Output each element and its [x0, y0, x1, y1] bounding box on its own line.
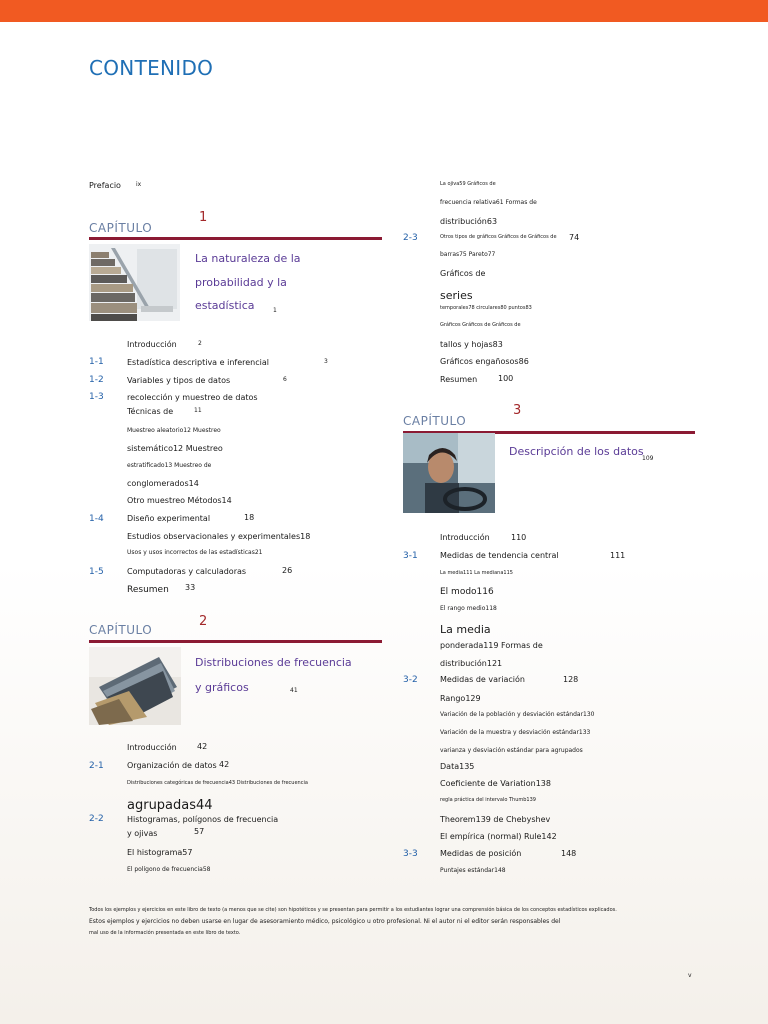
section-page: 6: [283, 376, 287, 383]
subsection: La ojiva59 Gráficos de: [440, 181, 496, 187]
ch3-intro-page: 110: [511, 533, 527, 542]
preface-page: ix: [136, 181, 142, 188]
section-title: Medidas de tendencia central: [440, 551, 559, 560]
subsection: Otro muestreo Métodos14: [127, 496, 232, 505]
section-number: 3-2: [403, 675, 418, 685]
disclaimer-line-2: Estos ejemplos y ejercicios no deben usarse en lugar de asesoramiento médico, psicológico u otro profesional. Ni el autor ni el editor serán responsables del: [89, 918, 561, 925]
subsection: Rango129: [440, 694, 481, 703]
section-title-cont: y ojivas: [127, 829, 158, 838]
subsection: Distribuciones categóricas de frecuencia43 Distribuciones de frecuencia: [127, 780, 308, 786]
section-page: 3: [324, 358, 328, 365]
chapter-2-title-line-1: Distribuciones de frecuencia: [195, 656, 352, 669]
section-number: 1-1: [89, 357, 104, 367]
disclaimer-line-3: mal uso de la información presentada en este libro de texto.: [89, 930, 241, 936]
disclaimer-line-1: Todos los ejemplos y ejercicios en este libro de texto (a menos que se cite) son hipotéticos y se presentan para permitir a los estudiantes lograr una comprensión básica de los conceptos estadísticos explicados.: [89, 907, 617, 913]
chapter-1-page: 1: [273, 307, 277, 314]
section-number: 1-5: [89, 567, 104, 577]
summary-page: 33: [185, 583, 196, 592]
subsection: El empírica (normal) Rule142: [440, 832, 557, 841]
subsection: varianza y desviación estándar para agrupados: [440, 747, 583, 754]
subsection: series: [440, 289, 473, 302]
section-page: 57: [194, 827, 205, 836]
subsection: barras75 Pareto77: [440, 251, 496, 258]
page-number: v: [688, 972, 692, 979]
section-title: recolección y muestreo de datos: [127, 393, 258, 402]
chapter-1-title-line-3: estadística: [195, 299, 255, 312]
section-page: 111: [610, 551, 626, 560]
subsection: La media111 La mediana115: [440, 570, 513, 576]
chapter-2-page: 41: [290, 687, 298, 694]
section-page: 18: [244, 513, 255, 522]
subsection: Data135: [440, 762, 475, 771]
section-number: 1-4: [89, 514, 104, 524]
ch1-intro-page: 2: [198, 340, 202, 347]
subsection: Coeficiente de Variation138: [440, 779, 551, 788]
subsection: conglomerados14: [127, 479, 199, 488]
subsection: estratificado13 Muestreo de: [127, 462, 212, 469]
subsection: Variación de la población y desviación estándar130: [440, 711, 595, 718]
section-number: 1-3: [89, 392, 104, 402]
subsection: El rango medio118: [440, 605, 497, 612]
chapter-1-label: CAPÍTULO: [89, 221, 153, 235]
summary: Resumen: [440, 375, 478, 384]
section-title: Histogramas, polígonos de frecuencia: [127, 815, 279, 824]
section-page: 42: [219, 760, 230, 769]
subsection: Estudios observacionales y experimentales18: [127, 532, 311, 541]
chapter-2-label: CAPÍTULO: [89, 623, 153, 637]
section-title: Variables y tipos de datos: [127, 376, 231, 385]
subsection: frecuencia relativa61 Formas de: [440, 199, 537, 206]
subsection: El modo116: [440, 587, 494, 597]
page-title: CONTENIDO: [89, 56, 214, 80]
subsection: Puntajes estándar148: [440, 867, 506, 874]
chapter-2-photo-cards: [89, 647, 181, 725]
subsection: La media: [440, 623, 491, 636]
section-title: Otros tipos de gráficos Gráficos de Gráficos de: [440, 234, 557, 240]
subsection: agrupadas44: [127, 798, 213, 813]
section-page: 26: [282, 566, 293, 575]
subsection: Variación de la muestra y desviación estándar133: [440, 729, 591, 736]
subsection: Muestreo aleatorio12 Muestreo: [127, 427, 221, 434]
chapter-1-rule: [89, 237, 382, 240]
subsection: tallos y hojas83: [440, 340, 503, 349]
subsection: Técnicas de: [127, 407, 174, 416]
section-title: Diseño experimental: [127, 514, 211, 523]
section-title: Medidas de variación: [440, 675, 525, 684]
subsection: Gráficos engañosos86: [440, 357, 529, 366]
subsection: regla práctica del intervalo Thumb139: [440, 797, 536, 803]
section-number: 2-2: [89, 814, 104, 824]
chapter-3-page: 109: [642, 455, 654, 462]
chapter-3-label: CAPÍTULO: [403, 414, 467, 428]
summary-page: 100: [498, 374, 514, 383]
chapter-1-photo-books-laptop: [89, 244, 180, 321]
subsection: sistemático12 Muestreo: [127, 444, 223, 453]
subsection: temporales78 circulares80 puntos83: [440, 305, 532, 311]
section-title: Computadoras y calculadoras: [127, 567, 247, 576]
section-number: 3-3: [403, 849, 418, 859]
chapter-3-number: 3: [513, 403, 522, 418]
ch1-intro: Introducción: [127, 340, 177, 349]
ch2-intro: Introducción: [127, 743, 177, 752]
subsection: ponderada119 Formas de: [440, 641, 543, 650]
ch3-intro: Introducción: [440, 533, 490, 542]
chapter-3-title: Descripción de los datos: [509, 445, 644, 458]
chapter-2-rule: [89, 640, 382, 643]
section-number: 1-2: [89, 375, 104, 385]
chapter-1-title-line-1: La naturaleza de la: [195, 252, 301, 265]
subsection: distribución63: [440, 217, 498, 226]
section-number: 2-1: [89, 761, 104, 771]
chapter-1-title-line-2: probabilidad y la: [195, 276, 287, 289]
chapter-3-photo-driver: [403, 433, 495, 513]
section-page: 74: [569, 233, 580, 242]
subsection: distribución121: [440, 659, 503, 668]
subsection: Gráficos de: [440, 269, 486, 278]
section-title: Medidas de posición: [440, 849, 522, 858]
section-title: Estadística descriptiva e inferencial: [127, 358, 269, 367]
subsection-page: 11: [194, 407, 202, 414]
subsection: Theorem139 de Chebyshev: [440, 815, 551, 824]
subsection: Usos y usos incorrectos de las estadísticas21: [127, 549, 263, 556]
preface-label: Prefacio: [89, 181, 121, 190]
subsection: El histograma57: [127, 848, 193, 857]
section-number: 3-1: [403, 551, 418, 561]
section-page: 128: [563, 675, 579, 684]
ch2-intro-page: 42: [197, 742, 208, 751]
chapter-1-number: 1: [199, 210, 208, 225]
section-page: 148: [561, 849, 577, 858]
chapter-2-title-line-2: y gráficos: [195, 681, 249, 694]
subsection: El polígono de frecuencia58: [127, 866, 211, 873]
chapter-2-number: 2: [199, 614, 208, 629]
subsection: Gráficos Gráficos de Gráficos de: [440, 322, 521, 328]
section-title: Organización de datos: [127, 761, 217, 770]
summary: Resumen: [127, 585, 169, 595]
top-accent-bar: [0, 0, 768, 22]
section-number: 2-3: [403, 233, 418, 243]
